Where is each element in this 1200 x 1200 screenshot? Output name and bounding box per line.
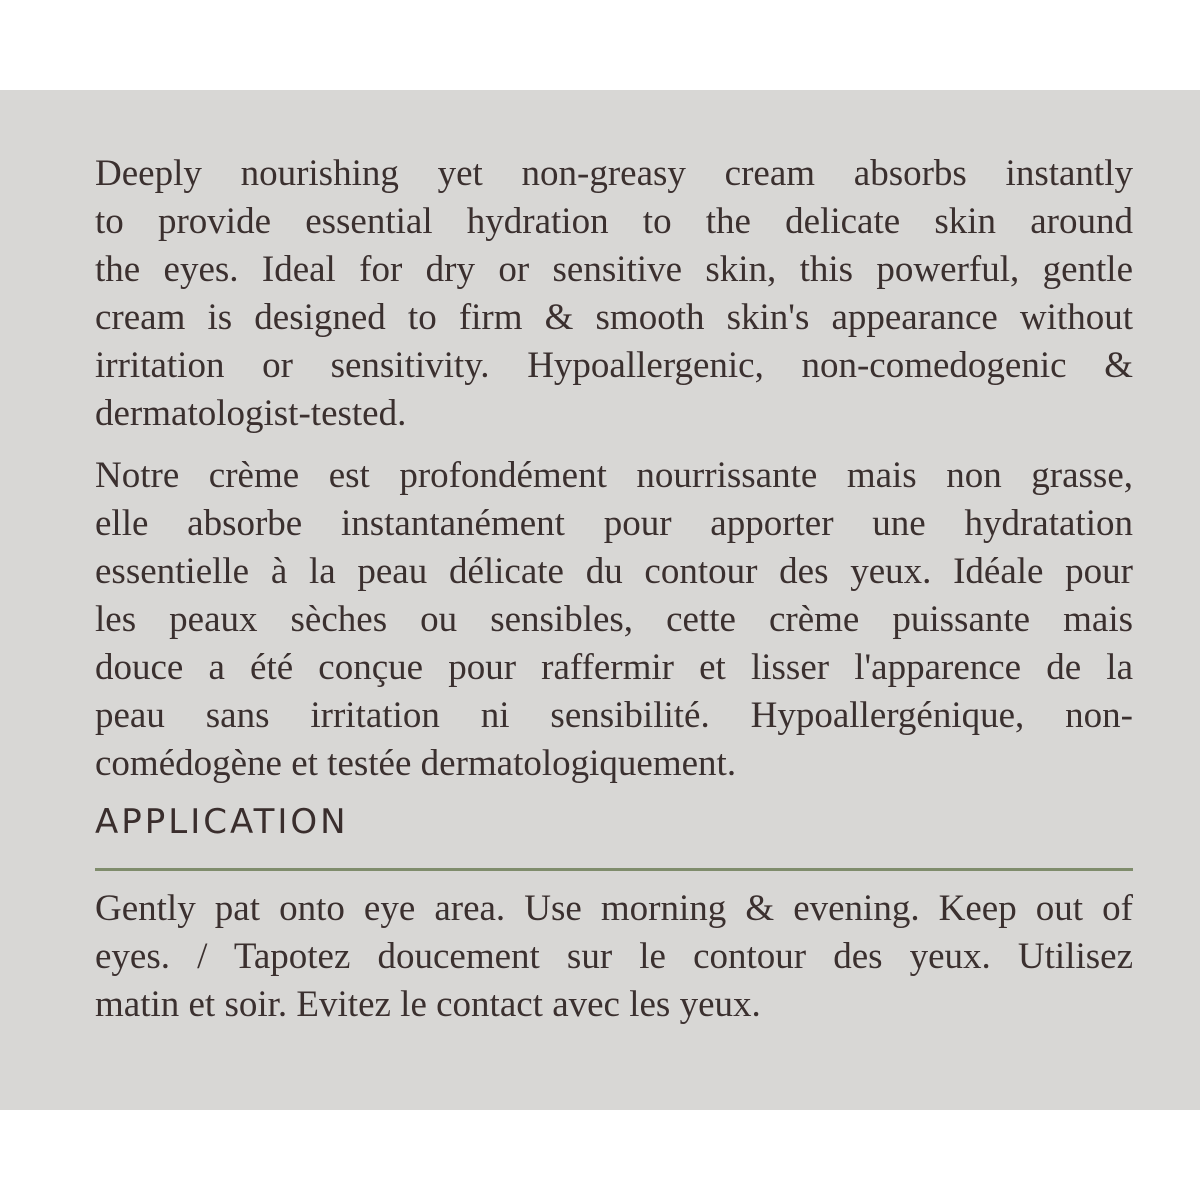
text-line: eyes. / Tapotez doucement sur le contour des yeux. Utilisez xyxy=(95,936,1133,977)
text-line: dermatologist-tested. xyxy=(95,393,407,434)
product-description xyxy=(95,150,1133,1029)
application-instructions xyxy=(95,885,1133,1029)
text-line: essentielle à la peau délicate du contour des yeux. Idéale pour xyxy=(95,551,1133,592)
text-line: matin et soir. Evitez le contact avec les yeux. xyxy=(95,984,761,1025)
text-line: comédogène et testée dermatologiquement. xyxy=(95,743,737,784)
divider xyxy=(95,868,1133,871)
french-description xyxy=(95,452,1133,788)
text-line: les peaux sèches ou sensibles, cette crème puissante mais xyxy=(95,599,1133,640)
text-line: to provide essential hydration to the delicate skin around xyxy=(95,201,1133,242)
text-line: peau sans irritation ni sensibilité. Hypoallergénique, non- xyxy=(95,695,1133,736)
text-line: douce a été conçue pour raffermir et lisser l'apparence de la xyxy=(95,647,1133,688)
text-line: cream is designed to firm & smooth skin's appearance without xyxy=(95,297,1133,338)
text-line: elle absorbe instantanément pour apporter une hydratation xyxy=(95,503,1133,544)
text-line: irritation or sensitivity. Hypoallergenic, non-comedogenic & xyxy=(95,345,1133,386)
text-line: the eyes. Ideal for dry or sensitive skin, this powerful, gentle xyxy=(95,249,1133,290)
application-heading: APPLICATION xyxy=(95,802,349,842)
text-line: Notre crème est profondément nourrissante mais non grasse, xyxy=(95,455,1133,496)
text-line: Gently pat onto eye area. Use morning & evening. Keep out of xyxy=(95,888,1133,929)
text-line: Deeply nourishing yet non-greasy cream absorbs instantly xyxy=(95,153,1133,194)
english-description xyxy=(95,150,1133,438)
